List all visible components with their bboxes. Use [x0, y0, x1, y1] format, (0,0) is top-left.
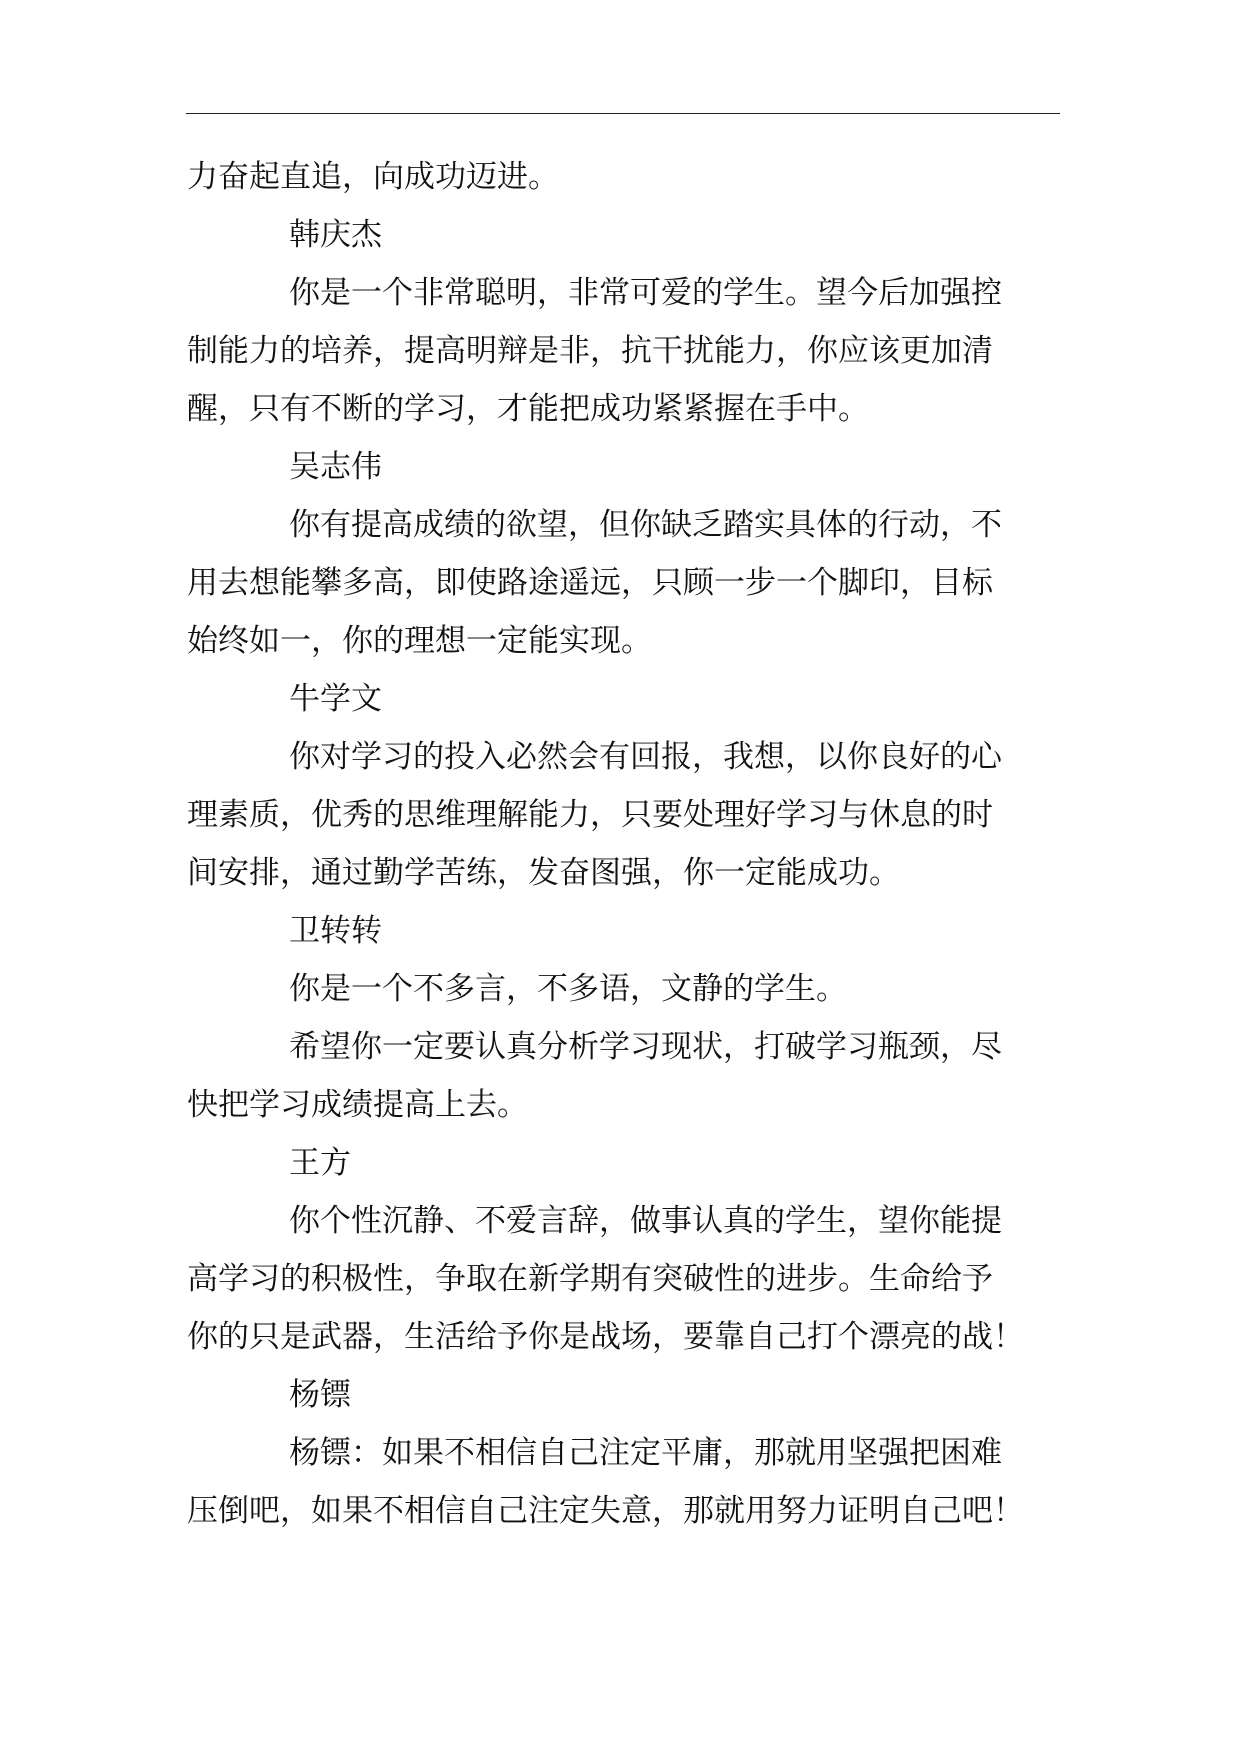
- paragraph-line: 杨镖：如果不相信自己注定平庸，那就用坚强把困难: [289, 1435, 1002, 1471]
- student-name: 王方: [289, 1145, 351, 1181]
- paragraph-line: 你是一个不多言，不多语，文静的学生。: [289, 971, 847, 1007]
- paragraph-line: 始终如一，你的理想一定能实现。: [187, 623, 652, 659]
- paragraph-line: 希望你一定要认真分析学习现状，打破学习瓶颈，尽: [289, 1029, 1002, 1065]
- paragraph-line: 用去想能攀多高，即使路途遥远，只顾一步一个脚印，目标: [187, 565, 993, 601]
- paragraph-line: 理素质，优秀的思维理解能力，只要处理好学习与休息的时: [187, 797, 993, 833]
- paragraph-line: 你有提高成绩的欲望，但你缺乏踏实具体的行动，不: [289, 507, 1002, 543]
- student-name: 牛学文: [289, 681, 382, 717]
- paragraph-line: 制能力的培养，提高明辩是非，抗干扰能力，你应该更加清: [187, 333, 993, 369]
- student-name: 吴志伟: [289, 449, 382, 485]
- paragraph-line: 快把学习成绩提高上去。: [187, 1087, 528, 1123]
- header-rule: [186, 113, 1060, 114]
- student-name: 韩庆杰: [289, 217, 382, 253]
- paragraph-line: 力奋起直追，向成功迈进。: [187, 159, 559, 195]
- paragraph-line: 你对学习的投入必然会有回报，我想，以你良好的心: [289, 739, 1002, 775]
- paragraph-line: 醒，只有不断的学习，才能把成功紧紧握在手中。: [187, 391, 869, 427]
- student-name: 卫转转: [289, 913, 382, 949]
- paragraph-line: 你个性沉静、不爱言辞，做事认真的学生，望你能提: [289, 1203, 1002, 1239]
- paragraph-line: 你是一个非常聪明，非常可爱的学生。望今后加强控: [289, 275, 1002, 311]
- document-body: [187, 148, 1062, 1540]
- paragraph-line: 间安排，通过勤学苦练，发奋图强，你一定能成功。: [187, 855, 900, 891]
- paragraph-line: 高学习的积极性，争取在新学期有突破性的进步。生命给予: [187, 1261, 993, 1297]
- paragraph-line: 你的只是武器，生活给予你是战场，要靠自己打个漂亮的战！: [187, 1319, 1024, 1355]
- paragraph-line: 压倒吧，如果不相信自己注定失意，那就用努力证明自己吧！: [187, 1493, 1024, 1529]
- student-name: 杨镖: [289, 1377, 351, 1413]
